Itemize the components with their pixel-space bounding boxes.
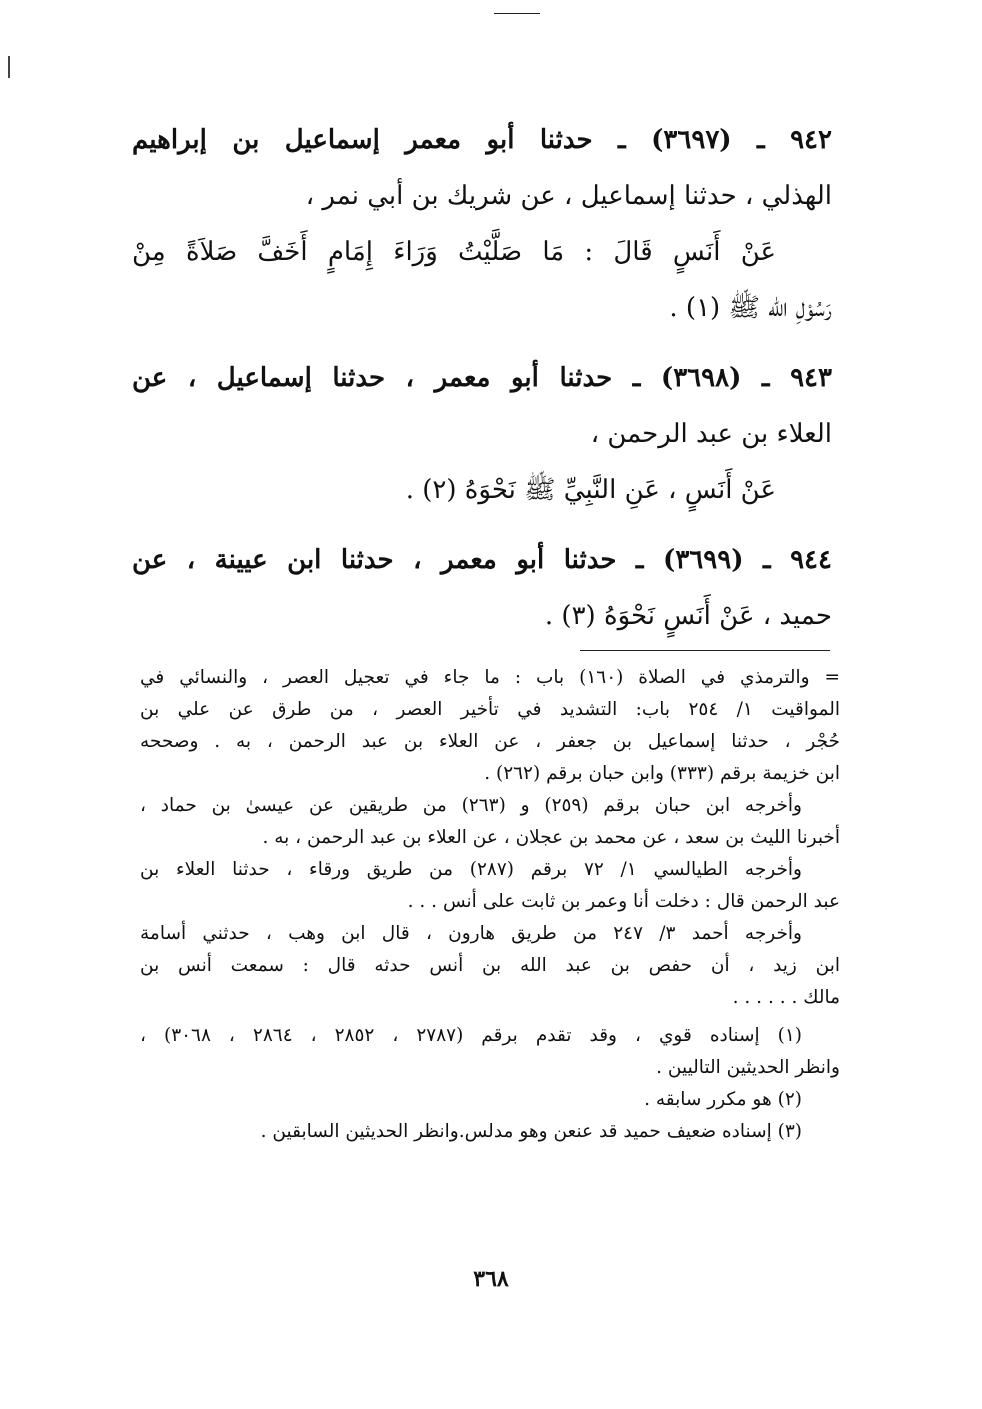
note-line: وأخرجه ابن حبان برقم (٢٥٩) و (٢٦٣) من طريقين عن عيسىٰ بن حماد ، (140, 795, 802, 816)
footnote-separator (580, 650, 830, 651)
hadith-942-matn-end: رَسُوْلِ الله ﷺ (١) . (669, 293, 832, 323)
margin-mark (8, 56, 10, 78)
hadith-main-text (132, 112, 832, 644)
footnote-3: (٣) إسناده ضعيف حميد قد عنعن وهو مدلس.وانظر الحديثين السابقين . (260, 1121, 802, 1142)
hadith-943-matn-line: عَنْ أَنَسٍ ، عَنِ النَّبِيِّ ﷺ نَحْوَهُ (٢) . (405, 475, 776, 505)
footnote-1-continued: وانظر الحديثين التاليين . (656, 1057, 840, 1078)
hadith-942-isnad-continued: الهذلي ، حدثنا إسماعيل ، عن شريك بن أبي نمر ، (305, 181, 832, 211)
note-line: ابن زيد ، أن حفص بن عبد الله بن أنس حدثه قال : سمعت أنس بن (140, 955, 840, 976)
footnote-1: (١) إسناده قوي ، وقد تقدم برقم (٢٧٨٧ ، ٢٨٥٢ ، ٢٨٦٤ ، ٣٠٦٨) ، (140, 1025, 802, 1046)
note-line: ابن خزيمة برقم (٣٣٣) وابن حبان برقم (٢٦٢) . (484, 763, 840, 784)
hadith-942-matn-line: عَنْ أَنَسٍ قَالَ : مَا صَلَّيْتُ وَرَاءَ إِمَامٍ أَخَفَّ صَلاَةً مِنْ (132, 237, 776, 267)
note-line: حُجْر ، حدثنا إسماعيل بن جعفر ، عن العلاء بن عبد الرحمن ، به . وصححه (140, 731, 840, 752)
hadith-943-isnad-continued: العلاء بن عبد الرحمن ، (590, 419, 832, 449)
note-line: أخبرنا الليث بن سعد ، عن محمد بن عجلان ، عن العلاء بن عبد الرحمن ، به . (262, 827, 840, 848)
footnotes-section (140, 662, 840, 1148)
note-line: المواقيت ١/ ٢٥٤ باب: التشديد في تأخير العصر ، من طرق عن علي بن (140, 699, 840, 720)
hadith-942-isnad-line: ٩٤٢ ـ (٣٦٩٧) ـ حدثنا أبو معمر إسماعيل بن إبراهيم (132, 125, 832, 155)
note-line: وأخرجه أحمد ٣/ ٢٤٧ من طريق هارون ، قال ابن وهب ، حدثني أسامة (140, 923, 802, 944)
top-rule (494, 13, 540, 14)
note-line: عبد الرحمن قال : دخلت أنا وعمر بن ثابت على أنس . . . (407, 891, 840, 912)
hadith-944-isnad-line: ٩٤٤ ـ (٣٦٩٩) ـ حدثنا أبو معمر ، حدثنا ابن عيينة ، عن (132, 545, 832, 575)
hadith-943-isnad-line: ٩٤٣ ـ (٣٦٩٨) ـ حدثنا أبو معمر ، حدثنا إسماعيل ، عن (132, 363, 832, 393)
hadith-entry-942 (132, 112, 832, 336)
hadith-944-matn-line: حميد ، عَنْ أَنَسٍ نَحْوَهُ (٣) . (544, 601, 832, 631)
page-number: ٣٦٨ (473, 1266, 509, 1292)
note-line: وأخرجه الطيالسي ١/ ٧٢ برقم (٢٨٧) من طريق ورقاء ، حدثنا العلاء بن (140, 859, 802, 880)
hadith-entry-943 (132, 350, 832, 518)
footnote-2: (٢) هو مكرر سابقه . (644, 1089, 802, 1110)
note-line: = والترمذي في الصلاة (١٦٠) باب : ما جاء في تعجيل العصر ، والنسائي في (140, 667, 840, 688)
note-line: مالك . . . . . . (732, 987, 840, 1008)
hadith-entry-944 (132, 532, 832, 644)
